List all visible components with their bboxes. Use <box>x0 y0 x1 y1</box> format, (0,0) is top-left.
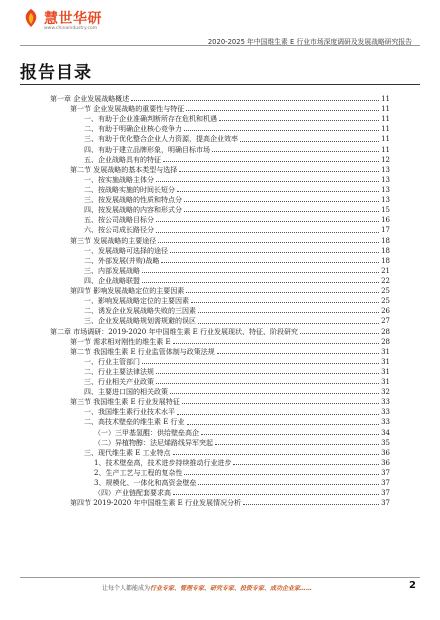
footer-divider <box>20 577 420 578</box>
toc-entry-title: 三、内部发展战略 <box>84 266 140 275</box>
toc-leader-dots <box>163 161 379 162</box>
toc-entry-title: 三、企业发展战略规划需规避的误区 <box>84 317 196 326</box>
toc-entry-page: 33 <box>381 398 390 407</box>
toc-entry-title: 二、外部发展(并购)战略 <box>84 256 160 265</box>
toc-entry[interactable] <box>50 225 390 235</box>
page-number: 2 <box>409 580 416 591</box>
toc-entry-title: 二、有助于明确企业核心竞争力 <box>84 125 182 134</box>
toc-entry-page: 37 <box>381 499 390 508</box>
toc-entry-page: 27 <box>381 317 390 326</box>
toc-entry-title: （二）异植物醇：法尼烯路线异军突起 <box>94 438 213 447</box>
heading-divider <box>20 84 420 85</box>
toc-entry-page: 12 <box>381 155 390 164</box>
toc-entry-page: 31 <box>381 357 390 366</box>
toc-entry[interactable] <box>50 357 390 367</box>
toc-entry-title: 第一章 企业发展战略概述 <box>50 94 130 103</box>
toc-leader-dots <box>240 141 379 142</box>
toc-entry-title: 第四节 2019-2020 年中国维生素 E 行业发展情况分析 <box>70 499 242 508</box>
toc-entry-title: 第二节 我国维生素 E 行业监管体制与政策法规 <box>70 347 215 356</box>
toc-entry[interactable] <box>50 367 390 377</box>
toc-entry[interactable] <box>50 397 390 407</box>
toc-entry-page: 11 <box>381 125 390 134</box>
toc-entry[interactable] <box>50 134 390 144</box>
toc-leader-dots <box>186 292 379 293</box>
toc-leader-dots <box>191 302 379 303</box>
page-heading: 报告目录 <box>20 63 92 83</box>
toc-entry-page: 31 <box>381 347 390 356</box>
toc-entry[interactable] <box>50 337 390 347</box>
toc-entry-title: 二、按战略实施的时间长短分 <box>84 185 175 194</box>
toc-entry[interactable] <box>50 468 390 478</box>
toc-entry-title: 三、行业相关产业政策 <box>84 378 154 387</box>
toc-entry-title: 三、现代维生素 E 工业特点 <box>84 448 171 457</box>
toc-entry[interactable] <box>50 438 390 448</box>
toc-leader-dots <box>177 414 379 415</box>
toc-entry-title: 一、发展战略可选择的途径 <box>84 246 168 255</box>
toc-leader-dots <box>219 120 379 121</box>
toc-entry[interactable] <box>50 407 390 417</box>
toc-entry-page: 13 <box>381 196 390 205</box>
toc-leader-dots <box>161 262 379 263</box>
toc-entry-title: 四、主要进口国的相关政策 <box>84 388 168 397</box>
toc-entry-title: 一、行业主管部门 <box>84 357 140 366</box>
footer-slogan <box>102 583 312 592</box>
toc-leader-dots <box>217 353 379 354</box>
toc-entry[interactable] <box>50 94 390 104</box>
toc-entry-page: 35 <box>381 438 390 447</box>
toc-entry-title: 一、有助于企业准确判断所存在危机和机遇 <box>84 115 217 124</box>
toc-entry-title: 第一节 需求相对刚性的维生素 E <box>70 337 171 346</box>
toc-entry-page: 37 <box>381 479 390 488</box>
toc-entry[interactable] <box>50 498 390 508</box>
toc-leader-dots <box>142 282 379 283</box>
toc-leader-dots <box>158 242 379 243</box>
toc-leader-dots <box>142 363 379 364</box>
toc-entry[interactable] <box>50 114 390 124</box>
toc-leader-dots <box>156 373 379 374</box>
toc-entry[interactable] <box>50 266 390 276</box>
toc-entry-title: 三、按发展战略的性质和特点分 <box>84 196 182 205</box>
toc-entry[interactable] <box>50 276 390 286</box>
toc-entry[interactable] <box>50 205 390 215</box>
toc-entry[interactable] <box>50 296 390 306</box>
toc-leader-dots <box>212 151 379 152</box>
toc-leader-dots <box>156 383 379 384</box>
toc-entry-title: 一、我国维生素行业技术水平 <box>84 408 175 417</box>
toc-entry[interactable] <box>50 488 390 498</box>
toc-entry[interactable] <box>50 316 390 326</box>
document-title: 2020-2025 年中国维生素 E 行业市场深度调研及发展战略研究报告 <box>207 38 412 46</box>
toc-entry-page: 33 <box>381 418 390 427</box>
toc-entry-title: 第四节 影响发展战略定位的主要因素 <box>70 287 185 296</box>
toc-entry-page: 11 <box>381 135 390 144</box>
toc-entry-title: 四、有助于建立品牌形象，明确目标市场 <box>84 145 210 154</box>
toc-entry-title: 第一节 企业发展战略的重要性与特征 <box>70 105 185 114</box>
toc-entry-page: 31 <box>381 367 390 376</box>
toc-leader-dots <box>156 181 379 182</box>
footer-roles: 行业专家、管理专家、研究专家、投资专家、成功企业家…… <box>150 585 313 592</box>
toc-entry[interactable] <box>50 428 390 438</box>
toc-entry-page: 32 <box>381 388 390 397</box>
toc-leader-dots <box>300 333 379 334</box>
toc-leader-dots <box>142 272 379 273</box>
toc-entry-page: 22 <box>381 276 390 285</box>
toc-leader-dots <box>179 171 379 172</box>
toc-entry[interactable] <box>50 478 390 488</box>
toc-entry[interactable] <box>50 306 390 316</box>
toc-entry[interactable] <box>50 185 390 195</box>
toc-entry[interactable] <box>50 145 390 155</box>
toc-entry[interactable] <box>50 256 390 266</box>
logo-subtext: www.chinaindustry.com <box>44 26 98 31</box>
logo-text: 慧世华研 <box>44 11 102 27</box>
toc-entry-page: 25 <box>381 297 390 306</box>
toc-leader-dots <box>233 464 379 465</box>
toc-entry-title: 3、规模化、一体化和高资金壁垒 <box>94 479 197 488</box>
toc-entry-page: 21 <box>381 266 390 275</box>
toc-leader-dots <box>173 343 380 344</box>
toc-leader-dots <box>201 434 379 435</box>
toc-entry-page: 13 <box>381 185 390 194</box>
toc-entry-page: 34 <box>381 428 390 437</box>
toc-entry[interactable] <box>50 286 390 296</box>
toc-entry-title: 第二章 市场调研：2019-2020 年中国维生素 E 行业发展现状、特征、阶段研究 <box>50 327 299 336</box>
toc-entry-page: 15 <box>381 206 390 215</box>
toc-entry[interactable] <box>50 104 390 114</box>
toc-entry-title: 第二节 发展战略的基本类型与选择 <box>70 165 178 174</box>
toc-entry-page: 36 <box>381 458 390 467</box>
toc-leader-dots <box>198 312 379 313</box>
toc-entry-title: 四、企业战略联盟 <box>84 276 140 285</box>
toc-entry-title: 四、按发展战略的内容和形式分 <box>84 206 182 215</box>
toc-entry-title: 一、影响发展战略定位的主要因素 <box>84 297 189 306</box>
toc-entry-page: 11 <box>381 145 390 154</box>
toc-leader-dots <box>131 100 379 101</box>
toc-entry[interactable] <box>50 347 390 357</box>
toc-entry[interactable] <box>50 246 390 256</box>
toc-entry-page: 31 <box>381 378 390 387</box>
toc-leader-dots <box>170 252 379 253</box>
toc-entry-page: 33 <box>381 408 390 417</box>
toc-entry-page: 16 <box>381 216 390 225</box>
toc-leader-dots <box>186 110 379 111</box>
toc-leader-dots <box>198 484 379 485</box>
toc-leader-dots <box>184 130 379 131</box>
toc-leader-dots <box>177 191 379 192</box>
toc-leader-dots <box>184 474 379 475</box>
toc-entry-page: 13 <box>381 165 390 174</box>
toc-entry[interactable] <box>50 175 390 185</box>
toc-entry-title: 五、按公司战略目标分 <box>84 216 154 225</box>
toc-entry-title: 六、按公司成长路径分 <box>84 226 154 235</box>
toc-entry[interactable] <box>50 155 390 165</box>
toc-entry-page: 18 <box>381 236 390 245</box>
toc-leader-dots <box>156 232 379 233</box>
header-divider <box>20 45 420 46</box>
toc-entry[interactable] <box>50 236 390 246</box>
toc-entry-title: 第三节 发展战略的主要途径 <box>70 236 157 245</box>
toc-entry-page: 37 <box>381 469 390 478</box>
toc-entry-page: 25 <box>381 287 390 296</box>
toc-entry-page: 28 <box>381 337 390 346</box>
table-of-contents <box>50 94 390 508</box>
toc-leader-dots <box>173 494 379 495</box>
logo-mark-icon <box>20 7 42 29</box>
toc-entry-page: 17 <box>381 226 390 235</box>
toc-entry[interactable] <box>50 165 390 175</box>
toc-entry-page: 36 <box>381 448 390 457</box>
footer-prefix: 让每个人都能成为 <box>102 585 151 592</box>
toc-entry[interactable] <box>50 215 390 225</box>
toc-entry[interactable] <box>50 448 390 458</box>
toc-entry-title: 二、诱发企业发展战略失败的三因素 <box>84 307 196 316</box>
toc-leader-dots <box>156 221 379 222</box>
toc-entry-title: 二、高技术壁垒的维生素 E 行业 <box>84 418 185 427</box>
toc-leader-dots <box>215 444 379 445</box>
toc-entry-page: 11 <box>381 115 390 124</box>
toc-entry[interactable] <box>50 377 390 387</box>
toc-entry-page: 28 <box>381 327 390 336</box>
toc-entry-title: 一、按实施战略主体分 <box>84 175 154 184</box>
toc-entry-page: 26 <box>381 307 390 316</box>
toc-entry[interactable] <box>50 327 390 337</box>
toc-entry-title: 2、生产工艺与工程的复杂性 <box>94 469 183 478</box>
toc-entry-title: 三、有助于优化整合企业人力资源，提高企业效率 <box>84 135 238 144</box>
toc-entry-page: 11 <box>381 94 390 103</box>
company-logo <box>20 6 112 40</box>
toc-entry-title: 二、行业主要法律法规 <box>84 367 154 376</box>
toc-entry-page: 11 <box>381 105 390 114</box>
toc-entry-title: （一）三甲基氢醌：供给壁垒高企 <box>94 428 199 437</box>
toc-leader-dots <box>198 323 379 324</box>
toc-leader-dots <box>184 201 379 202</box>
toc-entry-page: 37 <box>381 489 390 498</box>
toc-entry-page: 18 <box>381 256 390 265</box>
toc-entry[interactable] <box>50 458 390 468</box>
page-header <box>0 0 440 48</box>
toc-entry[interactable] <box>50 124 390 134</box>
toc-leader-dots <box>182 403 379 404</box>
toc-leader-dots <box>187 424 380 425</box>
toc-entry-title: （四）产业链配套要求高 <box>94 489 171 498</box>
toc-entry-title: 1、技术壁垒高，技术进步持续推动行业进步 <box>94 458 232 467</box>
toc-leader-dots <box>184 211 379 212</box>
toc-entry-page: 13 <box>381 175 390 184</box>
toc-entry[interactable] <box>50 195 390 205</box>
toc-entry-title: 第三节 我国维生素 E 行业发展特征 <box>70 398 180 407</box>
toc-entry[interactable] <box>50 418 390 428</box>
toc-entry-page: 18 <box>381 246 390 255</box>
toc-entry-title: 五、企业战略具有的特征 <box>84 155 161 164</box>
toc-leader-dots <box>173 454 380 455</box>
toc-leader-dots <box>170 393 379 394</box>
toc-entry[interactable] <box>50 387 390 397</box>
toc-leader-dots <box>243 504 379 505</box>
